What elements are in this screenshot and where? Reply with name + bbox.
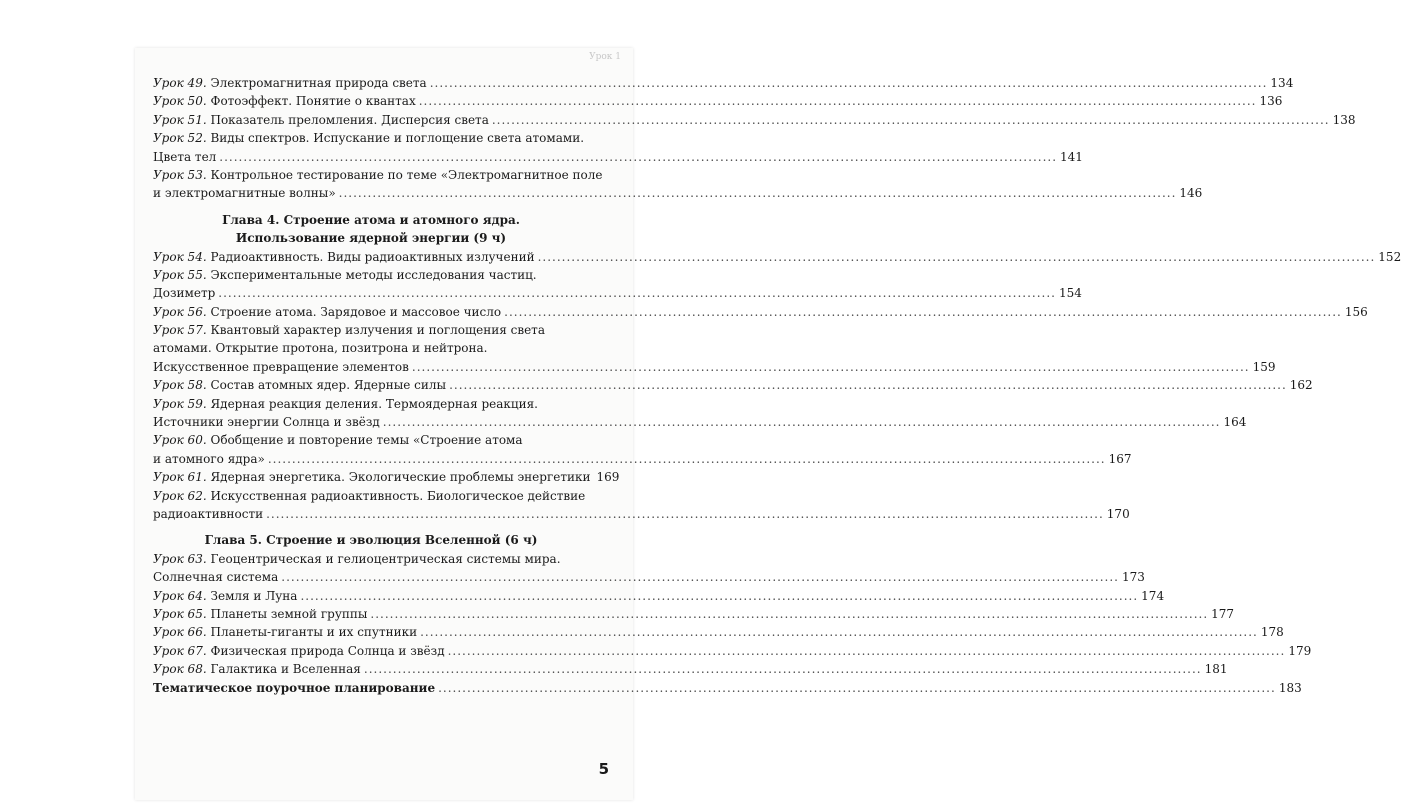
- book-page: [135, 48, 1401, 800]
- chapter-4-heading-line-2: Использование ядерной энергии (9 ч): [235, 231, 507, 246]
- toc-entry[interactable]: [153, 129, 1083, 166]
- lesson-title-part: и атомного ядра»: [153, 451, 265, 466]
- lesson-number: Урок 65.: [153, 606, 207, 621]
- lesson-title-part: Галактика и Вселенная: [210, 662, 361, 677]
- lesson-title-part: Источники энергии Солнца и звёзд: [153, 415, 380, 430]
- toc-entry-last-line: [153, 92, 1283, 110]
- dot-leader: [430, 74, 1268, 92]
- toc-entry[interactable]: [153, 487, 1130, 524]
- dot-leader: [419, 92, 1257, 110]
- lesson-title-part: Геоцентрическая и гелиоцентрическая системы мира.: [210, 551, 561, 566]
- lesson-number: Урок 52.: [153, 131, 207, 146]
- lesson-number: Урок 51.: [153, 112, 207, 127]
- dot-leader: [449, 376, 1287, 394]
- lesson-title-part: Квантовый характер излучения и поглощения света: [210, 323, 545, 338]
- toc-entry-line: [153, 487, 589, 505]
- toc-entry-line: [153, 129, 589, 147]
- lesson-number: Урок 67.: [153, 643, 207, 658]
- toc-group-chapter-4: [153, 248, 1401, 524]
- dot-leader: [219, 148, 1057, 166]
- lesson-title-part: и электромагнитные волны»: [153, 186, 336, 201]
- dot-leader: [438, 679, 1276, 697]
- lesson-title-part: Планеты земной группы: [210, 606, 368, 621]
- lesson-title-text: [153, 92, 416, 110]
- toc-entry-last-line: [153, 248, 1401, 266]
- lesson-number: Урок 66.: [153, 625, 207, 640]
- page-reference: 141: [1060, 149, 1083, 164]
- dot-leader: [300, 587, 1138, 605]
- toc-group-chapter-3: [153, 74, 1356, 203]
- lesson-title-text: [153, 413, 380, 431]
- toc-entry[interactable]: [153, 74, 1294, 92]
- lesson-title-text: [153, 111, 489, 129]
- lesson-title-text: [153, 184, 336, 202]
- page-reference: 181: [1204, 662, 1228, 677]
- page-reference: 177: [1211, 606, 1235, 621]
- page-reference: 156: [1344, 304, 1368, 319]
- lesson-title-part: Цвета тел: [153, 149, 217, 164]
- dot-leader: [364, 660, 1202, 678]
- lesson-number: Урок 59.: [153, 396, 207, 411]
- toc-entry[interactable]: [153, 376, 1313, 394]
- lesson-title-text: [153, 660, 361, 678]
- page-reference: 138: [1332, 112, 1356, 127]
- lesson-number: Урок 55.: [153, 267, 207, 282]
- lesson-title-part: Виды спектров. Испускание и поглощение света атомами.: [210, 131, 585, 146]
- toc-entry-last-line: [153, 111, 1356, 129]
- lesson-title-text: [153, 468, 590, 486]
- dot-leader: [448, 642, 1286, 660]
- toc-entry[interactable]: [153, 660, 1228, 678]
- lesson-title-text: [153, 605, 367, 623]
- toc-entry-line: [153, 321, 589, 339]
- lesson-number: Урок 50.: [153, 94, 207, 109]
- toc-entry-last-line: [153, 148, 1083, 166]
- running-header: Урок 1: [589, 52, 621, 62]
- toc-entry[interactable]: [153, 266, 1082, 303]
- lesson-title-part: Радиоактивность. Виды радиоактивных излучений: [210, 249, 535, 264]
- toc-entry-last-line: [153, 358, 1276, 376]
- dot-leader: [281, 568, 1119, 586]
- page-reference: 183: [1278, 680, 1302, 695]
- toc-entry[interactable]: [153, 395, 1247, 432]
- lesson-title-text: [153, 376, 446, 394]
- chapter-5-heading: Глава 5. Строение и эволюция Вселенной (6 ч): [204, 533, 538, 548]
- toc-entry-line: [153, 166, 603, 184]
- page-reference: 136: [1259, 94, 1283, 109]
- lesson-number: Урок 63.: [153, 551, 207, 566]
- lesson-title-part: Фотоэффект. Понятие о квантах: [210, 94, 416, 109]
- lesson-number: Урок 54.: [153, 249, 207, 264]
- lesson-title-text: [153, 505, 263, 523]
- toc-entry[interactable]: [153, 550, 1145, 587]
- lesson-number: Урок 60.: [153, 433, 207, 448]
- page-reference: 169: [596, 470, 620, 485]
- toc-entry[interactable]: [153, 642, 1312, 660]
- page-reference: 164: [1223, 415, 1247, 430]
- chapter-4-heading-line-1: Глава 4. Строение атома и атомного ядра.: [222, 212, 520, 227]
- dot-leader: [492, 111, 1330, 129]
- lesson-title-part: Ядерная энергетика. Экологические проблемы энергетики: [210, 470, 591, 485]
- toc-entry-last-line: [153, 413, 1247, 431]
- page-reference: 154: [1059, 286, 1082, 301]
- page-reference: 146: [1179, 186, 1203, 201]
- toc-entry-last-line: [153, 450, 1132, 468]
- toc-entry[interactable]: [153, 303, 1368, 321]
- dot-leader: [538, 248, 1376, 266]
- dot-leader: [412, 358, 1250, 376]
- dot-leader: [383, 413, 1221, 431]
- toc-entry[interactable]: [153, 468, 620, 486]
- toc-entry-last-line: [153, 568, 1145, 586]
- table-of-contents: [153, 74, 1401, 697]
- toc-entry[interactable]: [153, 166, 1203, 203]
- lesson-title-text: [153, 148, 216, 166]
- page-reference: 162: [1289, 378, 1313, 393]
- toc-entry[interactable]: [153, 587, 1165, 605]
- toc-entry-line: [153, 266, 589, 284]
- lesson-number: Урок 62.: [153, 488, 207, 503]
- lesson-title-text: [153, 587, 297, 605]
- toc-entry-last-line: [153, 74, 1294, 92]
- toc-entry-line: [153, 339, 589, 357]
- dot-leader: [218, 284, 1056, 302]
- lesson-title-part: Искусственное превращение элементов: [153, 359, 409, 374]
- lesson-title-part: атомами. Открытие протона, позитрона и нейтрона.: [153, 341, 488, 356]
- dot-leader: [268, 450, 1106, 468]
- lesson-number: Урок 61.: [153, 470, 207, 485]
- lesson-number: Урок 57.: [153, 323, 207, 338]
- dot-leader: [370, 605, 1208, 623]
- toc-entry-last-line: [153, 284, 1082, 302]
- toc-entry-last-line: [153, 587, 1165, 605]
- toc-entry-last-line: [153, 376, 1313, 394]
- lesson-number: Урок 53.: [153, 167, 207, 182]
- toc-entry-last-line: [153, 605, 1235, 623]
- lesson-title-part: Экспериментальные методы исследования частиц.: [210, 267, 537, 282]
- lesson-title-text: [153, 284, 215, 302]
- toc-entry-last-line: [153, 623, 1284, 641]
- page-reference: 178: [1260, 625, 1284, 640]
- toc-entry[interactable]: [153, 321, 1276, 376]
- lesson-number: Урок 58.: [153, 378, 207, 393]
- lesson-title-part: радиоактивности: [153, 506, 264, 521]
- lesson-title-text: [153, 248, 535, 266]
- lesson-title-part: Земля и Луна: [210, 588, 298, 603]
- toc-entry[interactable]: [153, 431, 1132, 468]
- thematic-planning-entry[interactable]: [153, 679, 1302, 697]
- lesson-number: Урок 64.: [153, 588, 207, 603]
- dot-leader: [339, 184, 1177, 202]
- lesson-title-text: [153, 358, 409, 376]
- page-reference: 170: [1106, 506, 1130, 521]
- lesson-title-part: Строение атома. Зарядовое и массовое число: [210, 304, 502, 319]
- lesson-title-text: [153, 74, 427, 92]
- lesson-title-part: Дозиметр: [153, 286, 216, 301]
- toc-entry[interactable]: [153, 92, 1283, 110]
- page-reference: 159: [1252, 359, 1276, 374]
- lesson-title-part: Искусственная радиоактивность. Биологическое действие: [210, 488, 586, 503]
- lesson-title-part: Состав атомных ядер. Ядерные силы: [210, 378, 447, 393]
- lesson-title-text: [153, 568, 278, 586]
- dot-leader: [504, 303, 1342, 321]
- lesson-number: Урок 68.: [153, 662, 207, 677]
- toc-entry-line: [153, 395, 589, 413]
- toc-group-chapter-5: [153, 550, 1312, 679]
- toc-entry[interactable]: [153, 605, 1235, 623]
- dot-leader: [266, 505, 1104, 523]
- toc-entry-last-line: [153, 660, 1228, 678]
- page-reference: 134: [1270, 76, 1294, 90]
- thematic-planning-label: Тематическое поурочное планирование: [153, 680, 436, 695]
- lesson-title-part: Физическая природа Солнца и звёзд: [210, 643, 445, 658]
- toc-entry-line: [153, 550, 589, 568]
- page-reference: 152: [1378, 249, 1401, 264]
- lesson-title-part: Ядерная реакция деления. Термоядерная реакция.: [210, 396, 538, 411]
- lesson-number: Урок 56.: [153, 304, 207, 319]
- lesson-title-text: [153, 303, 501, 321]
- lesson-title-part: Обобщение и повторение темы «Строение атома: [210, 433, 523, 448]
- toc-entry-line: [153, 431, 589, 449]
- lesson-number: Урок 49.: [153, 76, 207, 90]
- page-reference: 179: [1288, 643, 1312, 658]
- toc-entry[interactable]: [153, 623, 1284, 641]
- page-number: 5: [598, 760, 609, 778]
- lesson-title-part: Планеты-гиганты и их спутники: [210, 625, 418, 640]
- lesson-title-part: Солнечная система: [153, 570, 279, 585]
- lesson-title-text: [153, 642, 445, 660]
- page-reference: 173: [1122, 570, 1145, 585]
- toc-entry-last-line: [153, 505, 1130, 523]
- toc-entry-last-line: [153, 184, 1203, 202]
- lesson-title-part: Контрольное тестирование по теме «Электромагнитное поле: [210, 167, 603, 182]
- lesson-title-text: [153, 623, 417, 641]
- toc-entry[interactable]: [153, 248, 1401, 266]
- page-reference: 174: [1141, 588, 1165, 603]
- toc-entry-last-line: [153, 303, 1368, 321]
- lesson-title-part: Показатель преломления. Дисперсия света: [210, 112, 489, 127]
- lesson-title-text: [153, 450, 265, 468]
- lesson-title-part: Электромагнитная природа света: [210, 76, 427, 90]
- toc-entry[interactable]: [153, 111, 1356, 129]
- page-reference: 167: [1108, 451, 1132, 466]
- dot-leader: [420, 623, 1258, 641]
- toc-entry-last-line: [153, 468, 620, 486]
- toc-entry-last-line: [153, 642, 1312, 660]
